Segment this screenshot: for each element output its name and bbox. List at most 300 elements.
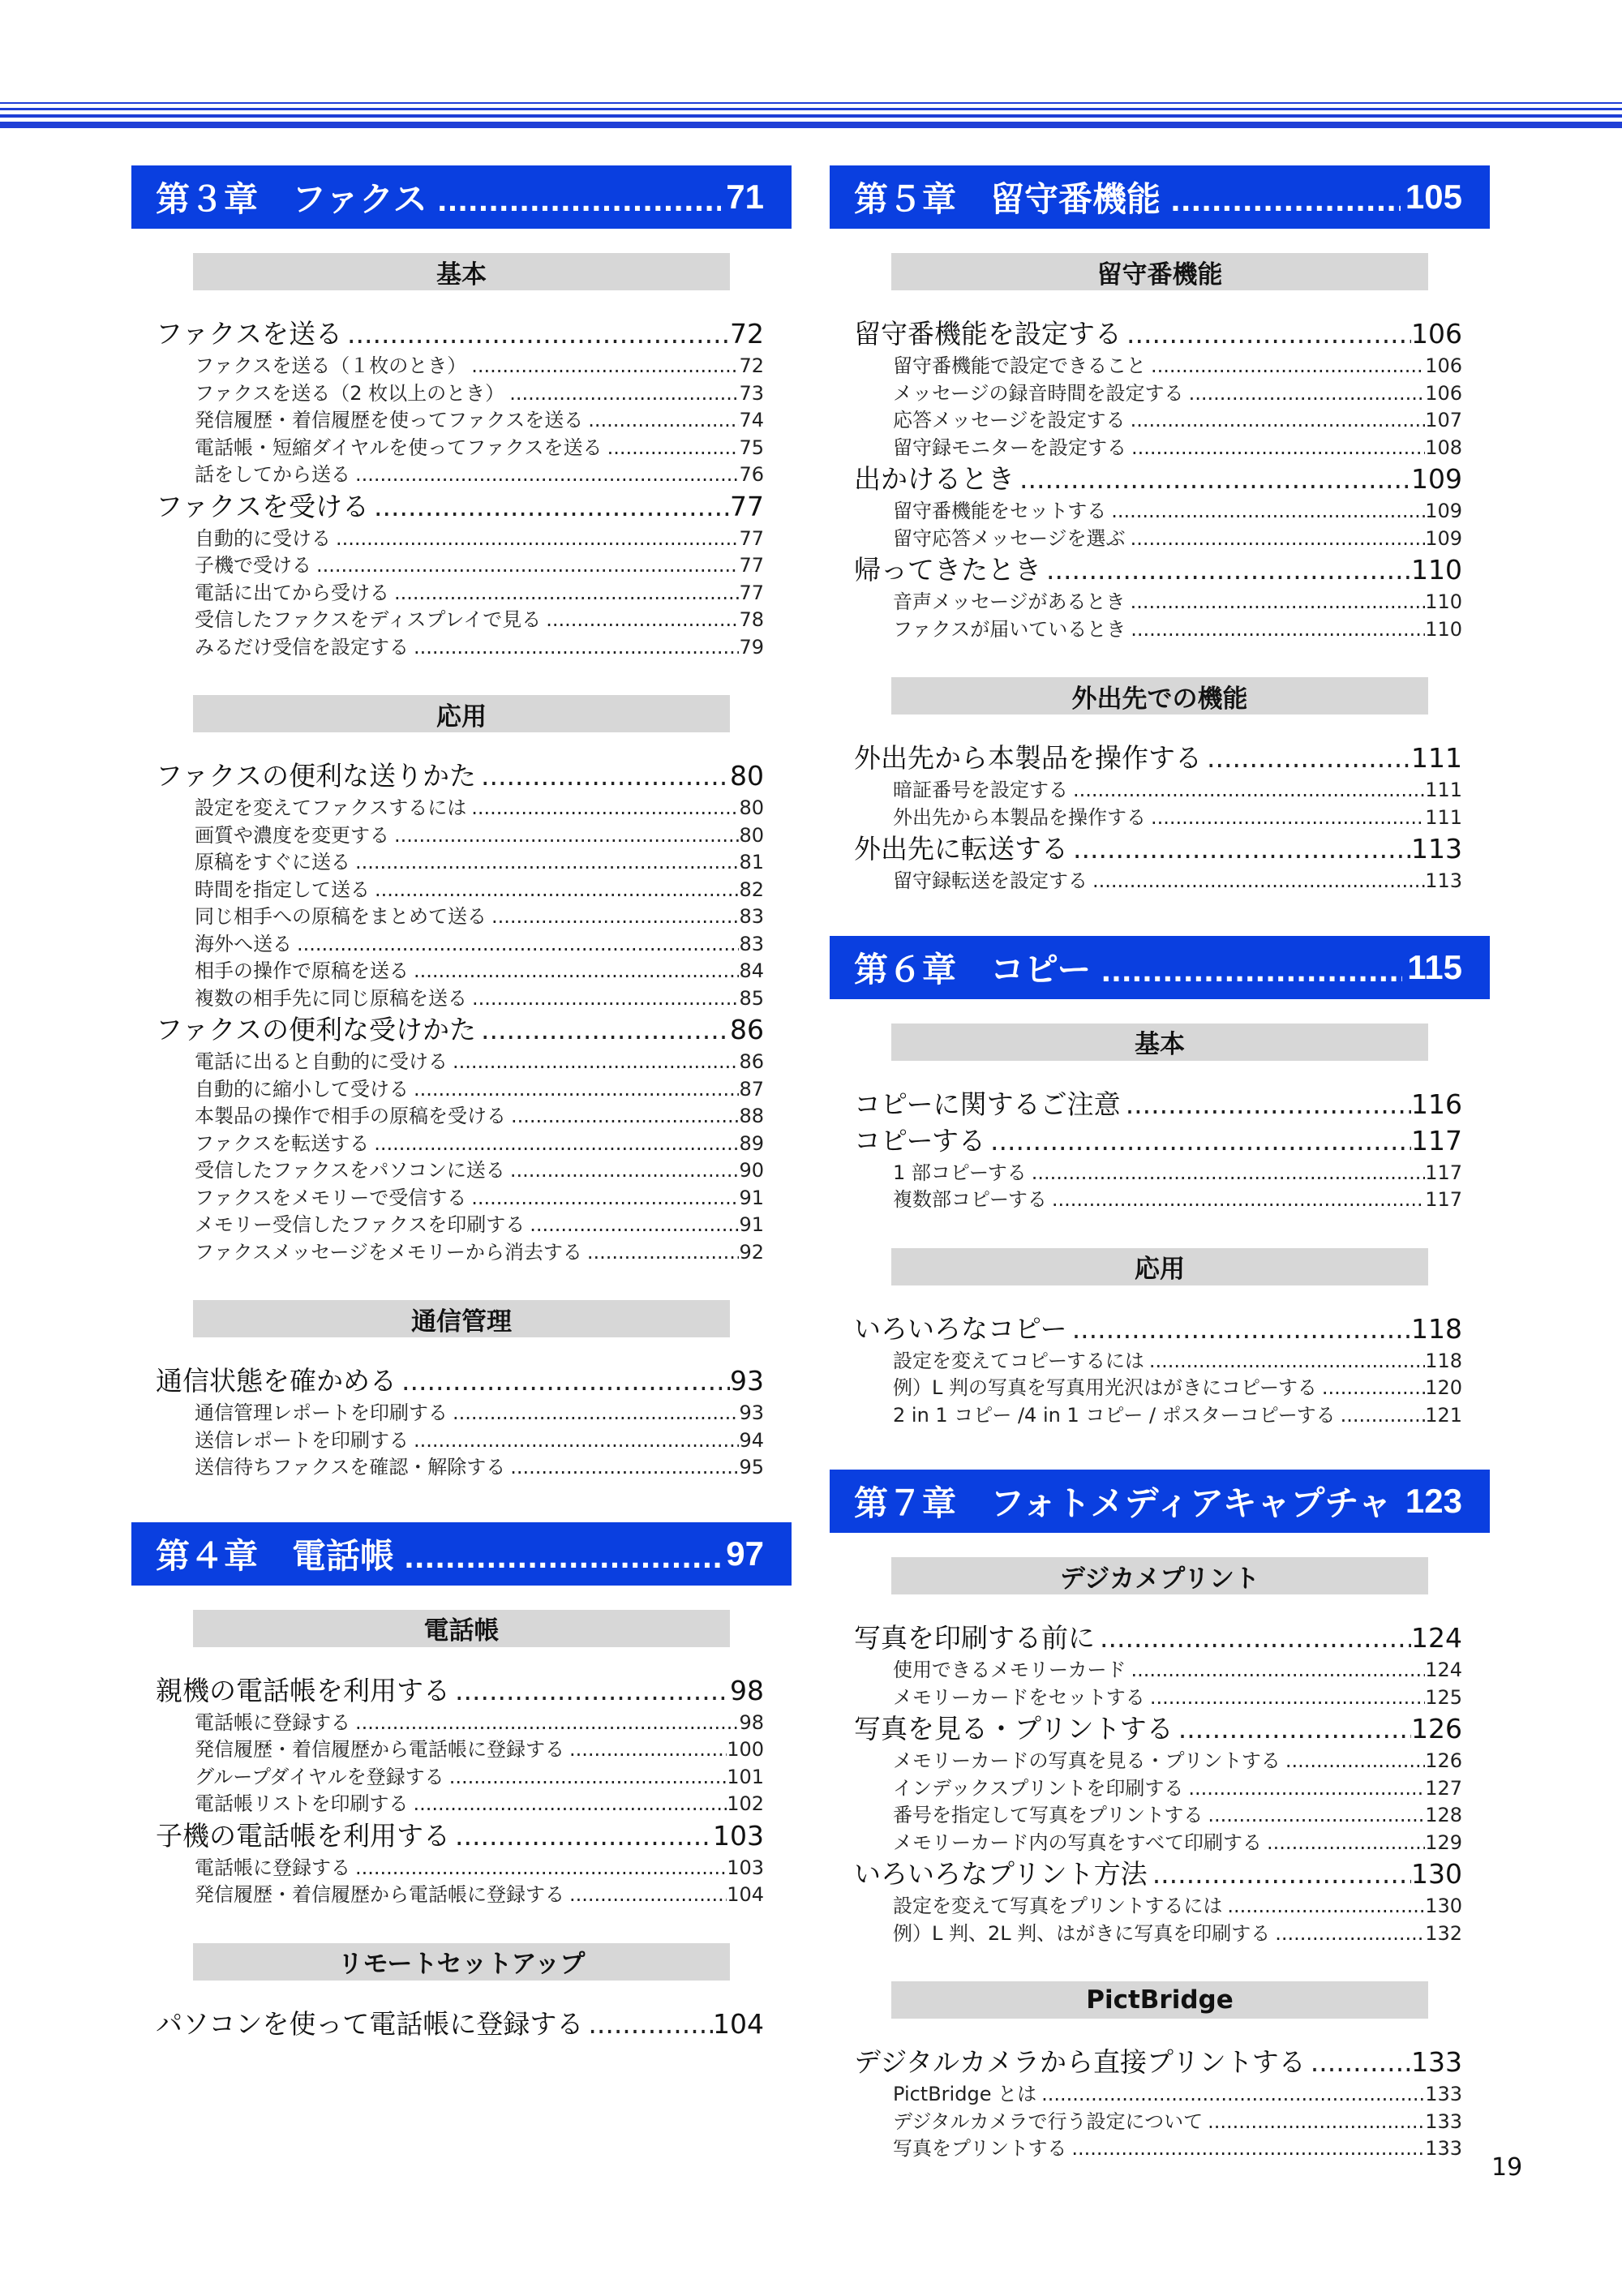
leader-dots (1126, 436, 1425, 459)
toc-item[interactable] (893, 613, 1462, 641)
chapter-spacer (830, 908, 1490, 936)
item-title: 発信履歴・着信履歴から電話帳に登録する (195, 1738, 564, 1761)
toc-item[interactable] (195, 1100, 764, 1127)
toc-item[interactable] (195, 928, 764, 955)
leader-dots (1148, 1858, 1411, 1890)
item-page: 113 (1425, 869, 1462, 892)
item-title: 留守番機能で設定できること (893, 354, 1146, 377)
leader-dots (1126, 590, 1426, 613)
item-title: メモリーカードをセットする (893, 1685, 1145, 1709)
toc-topic[interactable] (854, 549, 1462, 586)
toc-item[interactable] (195, 1787, 764, 1815)
item-title: 応答メッセージを設定する (893, 409, 1126, 431)
toc-topic[interactable] (854, 458, 1462, 495)
leader-dots (525, 1213, 739, 1236)
item-title: 話をしてから送る (195, 463, 350, 486)
toc-topic[interactable] (854, 1708, 1462, 1745)
leader-dots (1015, 463, 1411, 495)
toc-item[interactable] (195, 1733, 764, 1761)
chapter-page: 105 (1405, 178, 1462, 216)
section-spacer (830, 1211, 1490, 1227)
section-spacer (830, 2160, 1490, 2176)
item-title: 相手の操作で原稿を送る (195, 959, 409, 982)
topic-page: 113 (1411, 833, 1462, 865)
toc-item[interactable] (195, 1154, 764, 1182)
toc-item[interactable] (195, 377, 764, 405)
leader-dots (350, 463, 739, 486)
leader-dots (331, 527, 739, 550)
leader-dots (448, 1050, 739, 1073)
item-page: 101 (727, 1765, 764, 1788)
toc-item[interactable] (195, 873, 764, 901)
item-title: 発信履歴・着信履歴を使ってファクスを送る (195, 409, 584, 431)
item-page: 106 (1425, 354, 1462, 377)
item-page: 103 (727, 1856, 764, 1879)
item-title: グループダイヤルを登録する (195, 1765, 444, 1788)
chapter-heading[interactable] (830, 165, 1490, 229)
item-title: 本製品の操作で相手の原稿を受ける (195, 1105, 506, 1127)
item-title: デジタルカメラで行う設定について (893, 2109, 1204, 2133)
item-page: 83 (739, 905, 764, 928)
toc-item[interactable] (893, 1399, 1462, 1427)
leader-dots (389, 582, 739, 604)
leader-dots (1088, 869, 1425, 892)
topic-page: 98 (730, 1674, 764, 1706)
toc-item[interactable] (195, 458, 764, 486)
toc-item[interactable] (195, 1397, 764, 1424)
toc-item[interactable] (893, 1681, 1462, 1709)
section-spacer (131, 2040, 792, 2056)
chapter-title: 第７章 フォトメディアキャプチャ (854, 1484, 1392, 1522)
item-page: 102 (727, 1792, 764, 1815)
item-title: 暗証番号を設定する (893, 779, 1068, 801)
toc-topic[interactable] (156, 1009, 764, 1045)
leader-dots (466, 796, 739, 819)
item-title: 電話に出ると自動的に受ける (195, 1050, 448, 1073)
toc-item[interactable] (893, 1183, 1462, 1211)
topic-page: 80 (730, 760, 764, 792)
item-page: 77 (739, 526, 764, 550)
toc-item[interactable] (893, 495, 1462, 522)
leader-dots (1203, 2110, 1425, 2133)
leader-dots (444, 1766, 727, 1788)
leader-dots (583, 2008, 713, 2040)
toc-item[interactable] (893, 2078, 1462, 2105)
item-title: 画質や濃度を変更する (195, 823, 389, 847)
toc-topic[interactable] (854, 1853, 1462, 1890)
item-page: 128 (1425, 1804, 1462, 1826)
topic-title: 帰ってきたとき (854, 554, 1041, 586)
item-page: 95 (739, 1456, 764, 1478)
leader-dots (311, 554, 739, 577)
topic-title: 出かけるとき (854, 463, 1015, 495)
toc-item[interactable] (195, 955, 764, 982)
item-page: 110 (1425, 590, 1462, 613)
leader-dots (504, 382, 739, 405)
leader-dots (1146, 806, 1425, 829)
section-spacer (131, 658, 792, 674)
item-title: 受信したファクスをパソコンに送る (195, 1159, 505, 1182)
leader-dots (292, 933, 739, 955)
leader-dots (506, 1105, 739, 1127)
toc-topic[interactable] (156, 755, 764, 792)
topic-page: 93 (730, 1365, 764, 1397)
topic-page: 103 (713, 1819, 764, 1852)
item-title: 留守番機能をセットする (893, 500, 1107, 522)
topic-page: 109 (1411, 463, 1462, 495)
leader-dots (1202, 742, 1411, 774)
leader-dots (409, 636, 739, 659)
leader-dots (1203, 1804, 1425, 1826)
section-heading: リモートセットアップ (193, 1943, 730, 1981)
item-title: 番号を指定して写真をプリントする (893, 1804, 1204, 1826)
toc-topic[interactable] (156, 2003, 764, 2040)
item-page: 91 (739, 1213, 764, 1236)
toc-topic[interactable] (156, 486, 764, 522)
chapter-page: 97 (726, 1534, 764, 1573)
item-title: ファクスを送る（2 枚以上のとき） (195, 381, 505, 405)
section-heading: 留守番機能 (891, 253, 1428, 290)
item-page: 92 (739, 1240, 764, 1264)
chapter-heading[interactable] (131, 1522, 792, 1586)
topic-title: 写真を見る・プリントする (854, 1713, 1174, 1745)
toc-item[interactable] (893, 1745, 1462, 1772)
section-spacer (830, 640, 1490, 656)
topic-page: 111 (1411, 742, 1462, 774)
toc-item[interactable] (195, 792, 764, 819)
topic-title: いろいろなプリント方法 (854, 1858, 1148, 1890)
section-heading: PictBridge (891, 1981, 1428, 2019)
toc-topic[interactable] (854, 828, 1462, 865)
toc-item[interactable] (893, 586, 1462, 613)
topic-page: 77 (730, 490, 764, 522)
item-title: 海外へ送る (195, 932, 292, 955)
leader-dots (1306, 2046, 1411, 2078)
section-heading: 通信管理 (193, 1300, 730, 1337)
toc-item[interactable] (893, 2132, 1462, 2160)
item-title: ファクスを送る（１枚のとき） (195, 354, 467, 377)
item-title: 例）L 判、2L 判、はがきに写真を印刷する (893, 1921, 1271, 1945)
topic-page: 126 (1411, 1713, 1462, 1745)
section-heading: 基本 (193, 253, 730, 290)
leader-dots (1144, 1350, 1425, 1372)
leader-dots (476, 1014, 730, 1045)
toc-item[interactable] (195, 350, 764, 377)
toc-item[interactable] (893, 377, 1462, 405)
toc-item[interactable] (893, 1654, 1462, 1681)
item-page: 130 (1425, 1895, 1462, 1917)
topic-title: 留守番機能を設定する (854, 318, 1122, 350)
item-title: PictBridge とは (893, 2083, 1037, 2105)
toc-item[interactable] (195, 1127, 764, 1155)
item-page: 133 (1425, 2137, 1462, 2160)
toc-topic[interactable] (854, 1617, 1462, 1654)
leader-dots (1041, 554, 1411, 586)
item-page: 74 (739, 409, 764, 431)
item-page: 98 (739, 1710, 764, 1734)
item-title: 受信したファクスをディスプレイで見る (195, 608, 542, 631)
toc-topic[interactable] (156, 1360, 764, 1397)
toc-item[interactable] (195, 431, 764, 459)
item-page: 106 (1425, 381, 1462, 405)
item-page: 107 (1425, 409, 1462, 431)
leader-dots (370, 878, 739, 901)
leader-dots (1066, 2137, 1425, 2160)
leader-dots (1281, 1749, 1425, 1772)
topic-page: 133 (1411, 2046, 1462, 2078)
toc-item[interactable] (893, 404, 1462, 431)
topic-page: 86 (730, 1014, 764, 1045)
toc-item[interactable] (195, 1182, 764, 1209)
toc-item[interactable] (195, 1852, 764, 1879)
item-page: 80 (739, 823, 764, 847)
item-page: 121 (1425, 1403, 1462, 1427)
item-page: 126 (1425, 1749, 1462, 1772)
leader-dots (1184, 382, 1426, 405)
toc-item[interactable] (893, 865, 1462, 892)
item-page: 127 (1425, 1776, 1462, 1800)
toc-topic[interactable] (854, 1308, 1462, 1345)
item-title: ファクスが届いているとき (893, 617, 1126, 641)
leader-dots (583, 409, 739, 431)
item-page: 87 (739, 1077, 764, 1101)
leader-dots (467, 987, 739, 1010)
chapter-heading[interactable] (830, 1470, 1490, 1533)
toc-topic[interactable] (854, 737, 1462, 774)
topic-page: 72 (730, 318, 764, 350)
toc-item[interactable] (195, 1451, 764, 1478)
item-page: 132 (1425, 1921, 1462, 1945)
toc-item[interactable] (195, 982, 764, 1010)
topic-title: 写真を印刷する前に (854, 1622, 1095, 1654)
leader-dots (409, 1792, 727, 1815)
topic-title: パソコンを使って電話帳に登録する (156, 2007, 584, 2040)
topic-page: 106 (1411, 318, 1462, 350)
section-heading: 応用 (891, 1248, 1428, 1285)
leader-dots (448, 1401, 739, 1424)
chapter-title: 第６章 コピー ..... (854, 943, 1402, 992)
toc-item[interactable] (893, 1345, 1462, 1372)
item-page: 93 (739, 1401, 764, 1424)
leader-dots (1095, 1622, 1411, 1654)
leader-dots (505, 1456, 739, 1478)
leader-dots (1122, 318, 1411, 350)
item-title: 電話に出てから受ける (195, 581, 389, 604)
topic-page: 110 (1411, 554, 1462, 586)
item-page: 108 (1425, 436, 1462, 459)
section-heading: 応用 (193, 695, 730, 732)
topic-title: ファクスを受ける (156, 490, 370, 522)
toc-item[interactable] (893, 522, 1462, 550)
toc-item[interactable] (893, 1917, 1462, 1945)
leader-dots (450, 1820, 713, 1852)
topic-title: ファクスの便利な送りかた (156, 760, 477, 792)
item-title: ファクスを転送する (195, 1131, 370, 1155)
toc-item[interactable] (893, 801, 1462, 829)
toc-item[interactable] (195, 549, 764, 577)
toc-item[interactable] (893, 1890, 1462, 1917)
chapter-heading[interactable] (830, 936, 1490, 999)
toc-item[interactable] (893, 2105, 1462, 2133)
section-heading: 電話帳 (193, 1610, 730, 1647)
chapter-page: 71 (726, 178, 764, 216)
topic-page: 130 (1411, 1858, 1462, 1890)
item-title: 自動的に縮小して受ける (195, 1077, 409, 1101)
leader-dots (369, 1132, 739, 1155)
toc-item[interactable] (195, 1073, 764, 1101)
item-title: 1 部コピーする (893, 1161, 1027, 1184)
leader-dots (1126, 1659, 1426, 1681)
toc-topic[interactable] (156, 1815, 764, 1852)
section-spacer (830, 1944, 1490, 1960)
item-page: 118 (1425, 1349, 1462, 1372)
leader-dots (1068, 779, 1425, 801)
toc-topic[interactable] (854, 1084, 1462, 1120)
leader-dots (1027, 1161, 1425, 1184)
toc-item[interactable] (195, 819, 764, 847)
section-spacer (131, 1906, 792, 1922)
toc-item[interactable] (195, 1045, 764, 1073)
leader-dots (1336, 1404, 1426, 1427)
toc-item[interactable] (195, 1236, 764, 1264)
item-title: 留守応答メッセージを選ぶ (893, 526, 1126, 550)
topic-title: 外出先から本製品を操作する (854, 742, 1202, 774)
toc-item[interactable] (195, 1424, 764, 1452)
leader-dots (1222, 1895, 1425, 1917)
toc-item[interactable] (195, 404, 764, 431)
topic-title: コピーに関するご注意 (854, 1088, 1121, 1120)
leader-dots (564, 1738, 727, 1761)
toc-item[interactable] (195, 603, 764, 631)
toc-item[interactable] (893, 774, 1462, 801)
item-title: 設定を変えてファクスするには (195, 796, 467, 819)
topic-title: 親機の電話帳を利用する (156, 1674, 450, 1706)
toc-item[interactable] (893, 1157, 1462, 1184)
item-page: 73 (739, 381, 764, 405)
item-title: 複数部コピーする (893, 1188, 1047, 1211)
item-page: 109 (1425, 500, 1462, 522)
item-page: 77 (739, 581, 764, 604)
leader-dots (1317, 1376, 1425, 1399)
item-title: ファクスをメモリーで受信する (195, 1186, 467, 1209)
item-page: 85 (739, 986, 764, 1010)
item-title: 留守録転送を設定する (893, 869, 1088, 892)
toc-item[interactable] (893, 1371, 1462, 1399)
section-spacer (131, 1263, 792, 1279)
leader-dots (397, 1365, 730, 1397)
toc-item[interactable] (195, 577, 764, 604)
toc-item[interactable] (195, 1706, 764, 1734)
toc-topic[interactable] (854, 2041, 1462, 2078)
item-title: 電話帳に登録する (195, 1710, 350, 1734)
item-page: 109 (1425, 526, 1462, 550)
toc-left-column (131, 165, 792, 2056)
topic-title: 通信状態を確かめる (156, 1365, 397, 1397)
topic-title: コピーする (854, 1124, 986, 1157)
toc-item[interactable] (195, 631, 764, 659)
chapter-page: 123 (1405, 1482, 1462, 1520)
toc-item[interactable] (893, 1826, 1462, 1854)
item-title: 例）L 判の写真を写真用光沢はがきにコピーする (893, 1376, 1317, 1399)
item-page: 129 (1425, 1830, 1462, 1854)
item-title: 通信管理レポートを印刷する (195, 1401, 448, 1424)
toc-item[interactable] (893, 350, 1462, 377)
item-page: 104 (727, 1883, 764, 1906)
item-title: 子機で受ける (195, 554, 311, 577)
chapter-heading[interactable] (131, 165, 792, 229)
item-title: 電話帳リストを印刷する (195, 1792, 409, 1815)
leader-dots (603, 436, 740, 459)
leader-dots (1146, 354, 1425, 377)
leader-dots (1262, 1831, 1425, 1854)
item-title: 時間を指定して送る (195, 878, 370, 901)
topic-title: 子機の電話帳を利用する (156, 1819, 450, 1852)
item-title: 2 in 1 コピー /4 in 1 コピー / ポスターコピーする (893, 1403, 1336, 1427)
item-page: 84 (739, 959, 764, 982)
section-heading: 基本 (891, 1024, 1428, 1061)
item-page: 86 (739, 1050, 764, 1073)
leader-dots (1121, 1088, 1411, 1120)
leader-dots (342, 318, 730, 350)
toc-topic[interactable] (156, 313, 764, 350)
item-page: 91 (739, 1186, 764, 1209)
toc-item[interactable] (195, 1878, 764, 1906)
item-page: 117 (1425, 1161, 1462, 1184)
topic-title: 外出先に転送する (854, 833, 1068, 865)
chapter-title: 第５章 留守番機能 ..... (854, 173, 1401, 221)
page-number: 19 (1491, 2153, 1523, 2182)
toc-right-column (830, 165, 1490, 2176)
toc-item[interactable] (195, 846, 764, 873)
topic-title: デジタルカメラから直接プリントする (854, 2046, 1306, 2078)
item-title: 音声メッセージがあるとき (893, 590, 1126, 613)
toc-item[interactable] (195, 1208, 764, 1236)
toc-item[interactable] (893, 1772, 1462, 1800)
leader-dots (450, 1675, 730, 1706)
toc-item[interactable] (195, 1761, 764, 1788)
leader-dots (1126, 409, 1426, 431)
section-spacer (131, 1478, 792, 1495)
leader-dots (1145, 1686, 1425, 1709)
topic-page: 118 (1411, 1312, 1462, 1345)
leader-dots (505, 1159, 740, 1182)
leader-dots (389, 824, 739, 847)
leader-dots (564, 1883, 727, 1906)
toc-topic[interactable] (854, 313, 1462, 350)
item-title: 使用できるメモリーカード (893, 1659, 1126, 1681)
leader-dots (350, 1711, 739, 1734)
toc-topic[interactable] (156, 1670, 764, 1706)
item-title: みるだけ受信を設定する (195, 635, 409, 659)
item-title: ファクスメッセージをメモリーから消去する (195, 1240, 582, 1264)
toc-item[interactable] (195, 522, 764, 550)
item-title: メッセージの録音時間を設定する (893, 381, 1184, 405)
toc-item[interactable] (195, 900, 764, 928)
section-spacer (830, 892, 1490, 908)
item-page: 133 (1425, 2109, 1462, 2133)
leader-dots (1270, 1922, 1425, 1945)
item-page: 75 (739, 436, 764, 459)
item-page: 94 (739, 1428, 764, 1452)
item-title: 送信レポートを印刷する (195, 1428, 409, 1452)
toc-item[interactable] (893, 1799, 1462, 1826)
item-page: 120 (1425, 1376, 1462, 1399)
toc-item[interactable] (893, 431, 1462, 459)
toc-topic[interactable] (854, 1120, 1462, 1157)
topic-title: いろいろなコピー (854, 1312, 1067, 1345)
leader-dots (369, 491, 730, 522)
topic-page: 104 (713, 2007, 764, 2040)
